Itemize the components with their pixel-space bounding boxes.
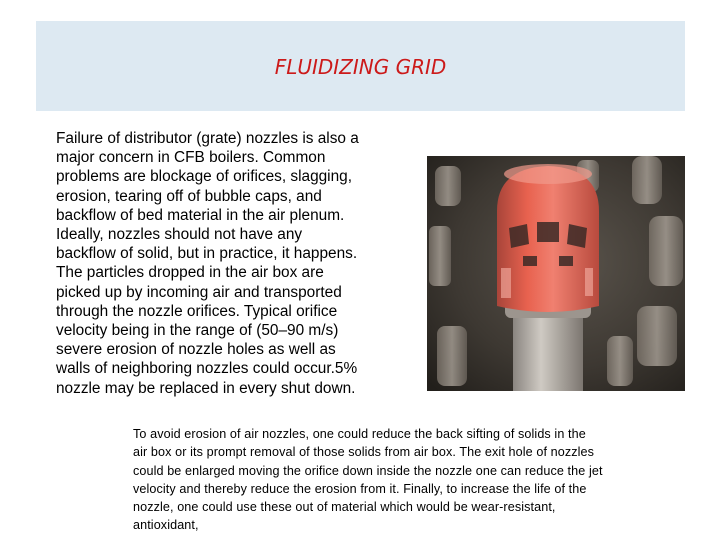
note-line: air box or its prompt removal of those solids from air box. The exit hole of nozzles [133, 445, 595, 460]
eroded-nozzle-photo [427, 156, 685, 391]
note-line: velocity and thereby reduce the erosion from it. Finally, to increase the life of the [133, 481, 587, 496]
body-line: walls of neighboring nozzles could occur.5% [56, 360, 358, 378]
body-line: velocity being in the range of (50–90 m/s) [56, 322, 339, 340]
body-paragraph [56, 129, 396, 398]
note-line: could be enlarged moving the orifice down inside the nozzle one can reduce the jet [133, 463, 603, 478]
note-line: antioxidant, [133, 518, 199, 533]
body-line: severe erosion of nozzle holes as well as [56, 341, 336, 359]
body-line: The particles dropped in the air box are [56, 264, 324, 282]
body-line: nozzle may be replaced in every shut down. [56, 379, 356, 397]
slide-title: FLUIDIZING GRID [274, 55, 447, 79]
body-line: erosion, tearing off of bubble caps, and [56, 187, 322, 205]
body-line: through the nozzle orifices. Typical orifice [56, 302, 338, 320]
body-line: problems are blockage of orifices, slagging, [56, 168, 352, 186]
note-paragraph [133, 425, 693, 535]
body-line: backflow of bed material in the air plenum. [56, 206, 345, 224]
title-band [36, 21, 685, 111]
body-line: Failure of distributor (grate) nozzles is also a [56, 130, 359, 147]
body-line: backflow of solid, but in practice, it happens. [56, 245, 358, 263]
body-line: Ideally, nozzles should not have any [56, 226, 303, 244]
note-line: To avoid erosion of air nozzles, one could reduce the back sifting of solids in the [133, 427, 586, 441]
body-line: major concern in CFB boilers. Common [56, 149, 326, 167]
note-line: nozzle, one could use these out of material which would be wear-resistant, [133, 500, 556, 515]
body-line: picked up by incoming air and transported [56, 283, 342, 301]
